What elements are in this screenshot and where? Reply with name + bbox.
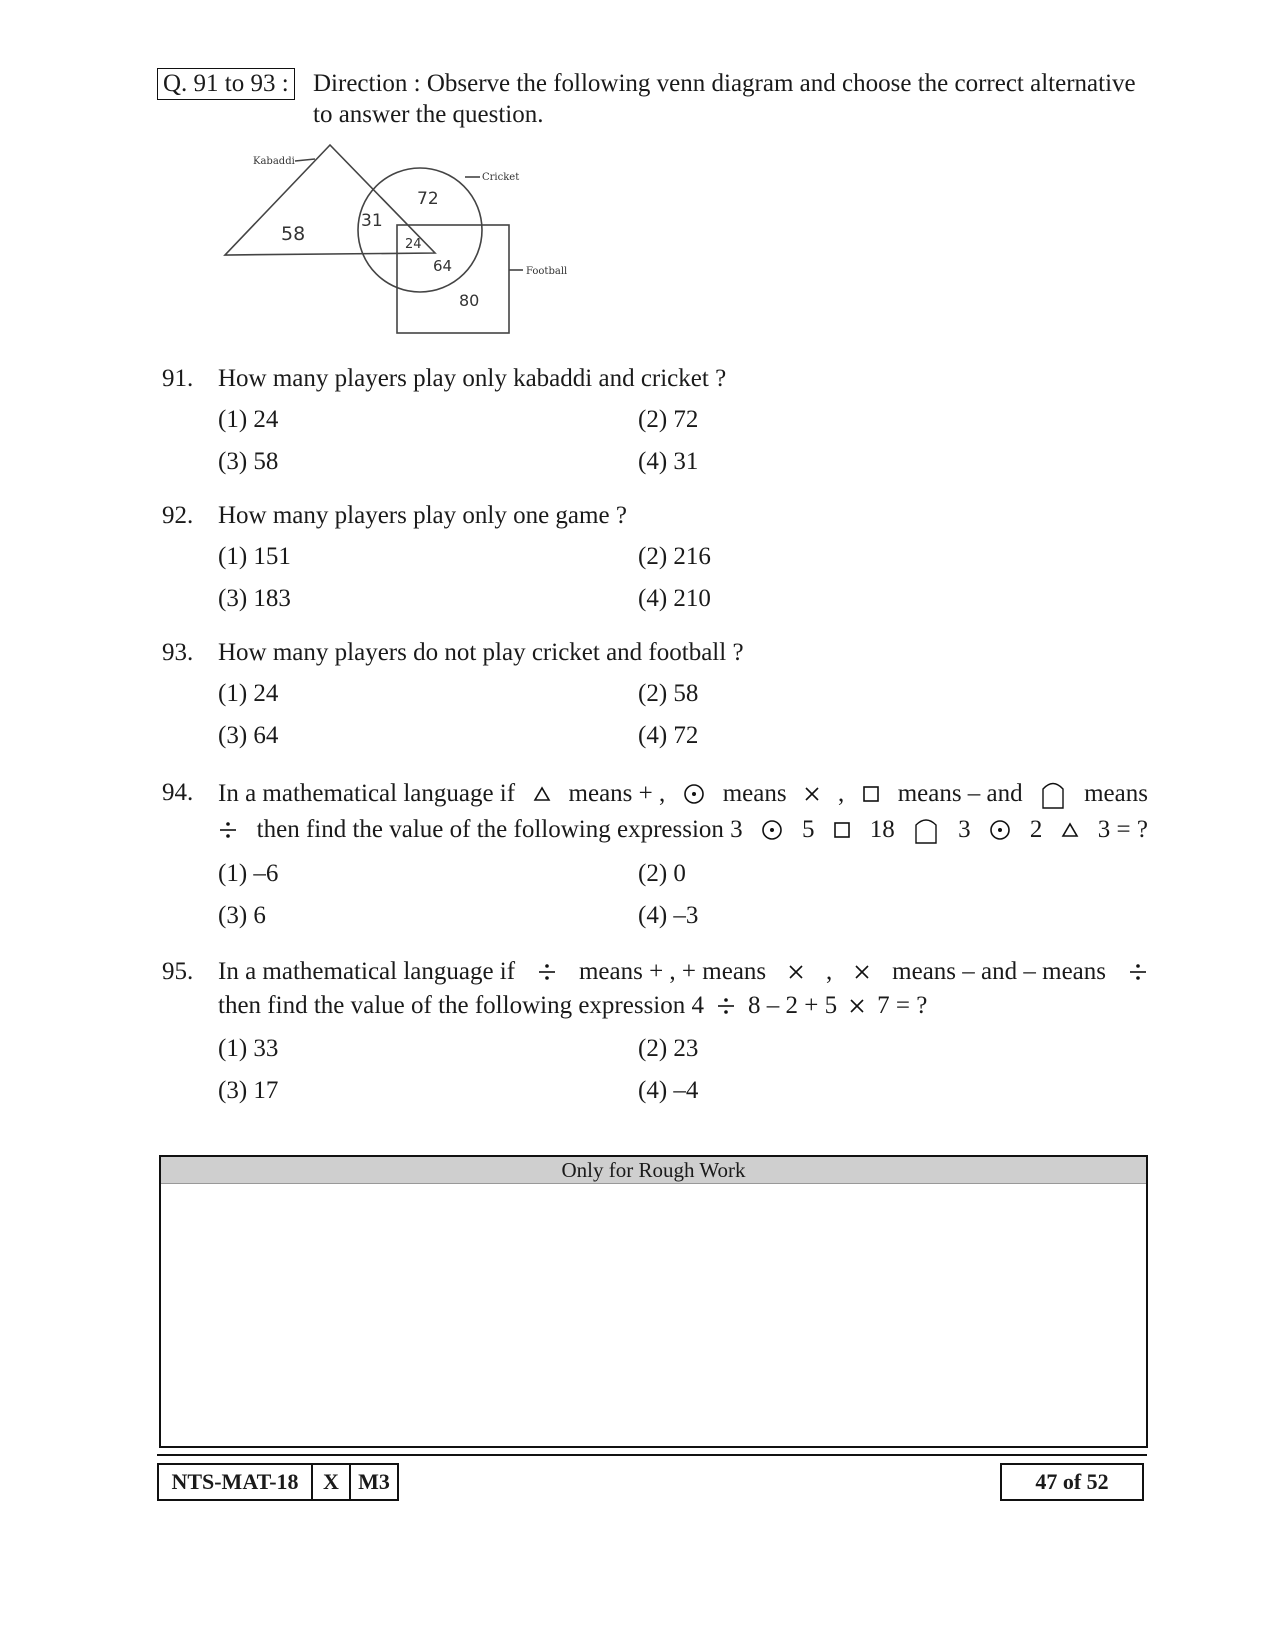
- question-number: 93.: [162, 639, 194, 666]
- pentagon-symbol-icon: [1040, 778, 1066, 810]
- rough-work-box: [159, 1155, 1148, 1448]
- region-kabaddi-only: 58: [281, 223, 306, 245]
- rough-work-title: Only for Rough Work: [161, 1157, 1146, 1184]
- option-1: (1) 24: [218, 406, 279, 433]
- option-2: (2) 58: [638, 680, 699, 707]
- option-1: (1) 33: [218, 1035, 279, 1062]
- multiply-icon: [854, 964, 870, 980]
- triangle-symbol-icon: [533, 786, 551, 802]
- triangle-symbol-icon: [1061, 822, 1079, 838]
- multiply-icon: [849, 998, 865, 1014]
- circle-dot-symbol-icon: [761, 819, 783, 841]
- option-2: (2) 0: [638, 860, 686, 887]
- text-segment: 8 – 2 + 5: [748, 992, 838, 1019]
- text-segment: means – and: [897, 780, 1023, 807]
- circle-dot-symbol-icon: [989, 819, 1011, 841]
- text-segment: means: [1084, 780, 1148, 807]
- option-2: (2) 72: [638, 406, 699, 433]
- circle-dot-symbol-icon: [683, 783, 705, 805]
- cricket-label: Cricket: [482, 172, 520, 183]
- option-4: (4) 31: [638, 448, 699, 475]
- question-text: How many players play only kabaddi and cricket ?: [218, 365, 727, 392]
- question-text: How many players do not play cricket and football ?: [218, 639, 744, 666]
- multiply-icon: [804, 786, 820, 802]
- text-segment: then find the value of the following expression 4: [218, 992, 704, 1019]
- region-cricket-only: 72: [417, 189, 439, 209]
- text-segment: means: [722, 780, 787, 807]
- question-number: 91.: [162, 365, 194, 392]
- option-3: (3) 64: [218, 722, 279, 749]
- square-symbol-icon: [833, 821, 851, 839]
- pentagon-symbol-icon: [913, 815, 939, 845]
- question-text-line-2: [218, 815, 1148, 845]
- football-label: Football: [526, 266, 568, 277]
- square-symbol-icon: [862, 785, 880, 803]
- text-segment: In a mathematical language if: [218, 958, 516, 985]
- text-segment: means + , + means: [578, 958, 767, 985]
- text-segment: 7 = ?: [877, 992, 928, 1019]
- divide-icon: [1128, 962, 1148, 982]
- footer-divider: [157, 1454, 1147, 1456]
- text-segment: then find the value of the following expression 3: [256, 816, 743, 843]
- text-segment: 3: [958, 816, 971, 843]
- question-text-line-1: [218, 778, 1148, 810]
- question-number: 92.: [162, 502, 194, 529]
- option-3: (3) 58: [218, 448, 279, 475]
- region-all-three: 24: [405, 237, 422, 252]
- option-4: (4) 210: [638, 585, 711, 612]
- question-text-line-1: [218, 957, 1148, 987]
- divide-icon: [537, 962, 557, 982]
- question-range-label: Q. 91 to 93 :: [157, 68, 295, 100]
- text-segment: means – and – means: [892, 958, 1106, 985]
- question-text-line-2: [218, 991, 927, 1021]
- region-kabaddi-cricket: 31: [361, 211, 383, 231]
- divide-icon: [218, 820, 238, 840]
- option-3: (3) 17: [218, 1077, 279, 1104]
- option-1: (1) 24: [218, 680, 279, 707]
- kabaddi-label: Kabaddi: [253, 156, 295, 167]
- question-text: How many players play only one game ?: [218, 502, 627, 529]
- option-4: (4) –3: [638, 902, 699, 929]
- option-3: (3) 183: [218, 585, 291, 612]
- direction-line-2: to answer the question.: [313, 101, 544, 128]
- option-2: (2) 216: [638, 543, 711, 570]
- region-football-only: 80: [459, 291, 480, 310]
- option-1: (1) 151: [218, 543, 291, 570]
- kabaddi-pointer: [295, 159, 315, 161]
- text-segment: 3 = ?: [1097, 816, 1148, 843]
- option-3: (3) 6: [218, 902, 266, 929]
- text-segment: 2: [1029, 816, 1043, 843]
- option-4: (4) –4: [638, 1077, 699, 1104]
- option-1: (1) –6: [218, 860, 279, 887]
- region-cricket-football: 64: [433, 257, 453, 275]
- text-segment: ,: [838, 780, 845, 807]
- text-segment: ,: [826, 958, 833, 985]
- text-segment: In a mathematical language if: [218, 780, 516, 807]
- question-number: 94.: [162, 779, 194, 806]
- question-number: 95.: [162, 958, 194, 985]
- footer-code-group: [157, 1463, 399, 1501]
- text-segment: means + ,: [568, 780, 666, 807]
- footer-standard: X: [313, 1463, 351, 1501]
- venn-diagram: [215, 140, 575, 350]
- option-2: (2) 23: [638, 1035, 699, 1062]
- option-4: (4) 72: [638, 722, 699, 749]
- multiply-icon: [788, 964, 804, 980]
- footer-paper-code: NTS-MAT-18: [157, 1463, 313, 1501]
- divide-icon: [716, 996, 736, 1016]
- footer-medium: M3: [351, 1463, 399, 1501]
- footer-page-number: 47 of 52: [1000, 1463, 1144, 1501]
- text-segment: 18: [869, 816, 895, 843]
- text-segment: 5: [801, 816, 815, 843]
- direction-line-1: Direction : Observe the following venn diagram and choose the correct alternative: [313, 70, 1136, 97]
